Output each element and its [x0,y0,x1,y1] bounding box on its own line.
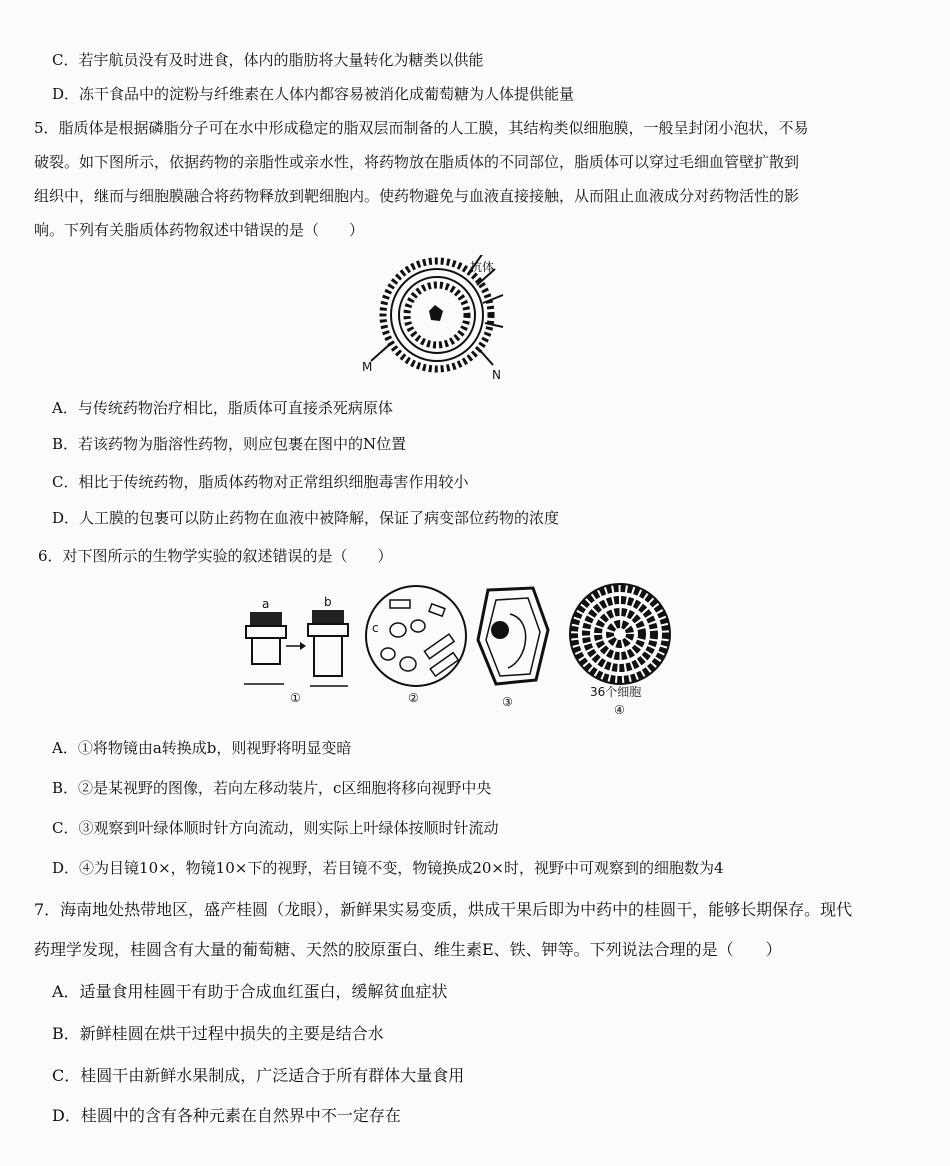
label-m: M [362,360,373,374]
q5-stem-line-1: 5．脂质体是根据磷脂分子可在水中形成稳定的脂双层而制备的人工膜，其结构类似细胞膜，一般呈封闭小泡状，不易 [34,119,809,137]
q7-option-c: C．桂圆干由新鲜水果制成，广泛适合于所有群体大量食用 [52,1066,465,1085]
q5-option-b: B．若该药物为脂溶性药物，则应包裹在图中的N位置 [52,435,407,453]
label-n: N [492,368,501,380]
q5-option-d: D．人工膜的包裹可以防止药物在血液中被降解，保证了病变部位药物的浓度 [52,509,560,527]
label-c: c [372,621,379,635]
q4-option-d: D．冻干食品中的淀粉与纤维素在人体内都容易被消化成葡萄糖为人体提供能量 [52,85,575,103]
q6-option-c: C．③观察到叶绿体顺时针方向流动，则实际上叶绿体按顺时针流动 [52,819,499,837]
lens-a-cap [250,612,282,626]
nucleus-icon [491,621,509,639]
q7-option-b: B．新鲜桂圆在烘干过程中损失的主要是结合水 [52,1024,384,1043]
panel-number-1: ① [290,691,301,705]
q5-option-c: C．相比于传统药物，脂质体药物对正常组织细胞毒害作用较小 [52,473,469,491]
q7-stem-line-2: 药理学发现，桂圆含有大量的葡萄糖、天然的胶原蛋白、维生素E、铁、钾等。下列说法合理的是（ ） [34,940,782,959]
q5-stem-line-3: 组织中，继而与细胞膜融合将药物释放到靶细胞内。使药物避免与血液直接接触，从而阻止血液成分对药物活性的影 [34,187,800,205]
q5-stem-line-4: 响。下列有关脂质体药物叙述中错误的是（ ） [34,221,365,239]
panel-2-field-of-view [366,586,466,705]
panel-3-plant-cell [478,588,548,709]
lens-b-cap [312,610,344,624]
q6-option-d: D．④为目镜10×，物镜10×下的视野，若目镜不变，物镜换成20×时，视野中可观察到的细胞数为4 [52,859,724,877]
svg-text:b: b [324,595,332,609]
q7-stem-line-1: 7．海南地处热带地区，盛产桂圆（龙眼），新鲜果实易变质，烘成干果后即为中药中的桂圆干，能够长期保存。现代 [34,900,853,919]
liposome-figure [360,255,530,380]
lens-b-body [314,636,342,676]
panel-number-3: ③ [502,695,513,709]
arrow-icon [300,642,306,650]
q5-stem-line-2: 破裂。如下图所示，依据药物的亲脂性或亲水性，将药物放在脂质体的不同部位，脂质体可以穿过毛细血管壁扩散到 [34,153,800,171]
q4-option-c: C．若宇航员没有及时进食，体内的脂肪将大量转化为糖类以供能 [52,51,484,69]
panel-1-objectives [244,595,348,705]
q5-option-a: A．与传统药物治疗相比，脂质体可直接杀死病原体 [52,399,393,417]
svg-text:a: a [262,597,270,611]
q6-option-a: A．①将物镜由a转换成b，则视野将明显变暗 [52,739,352,757]
panel-4-cells [570,584,670,717]
cells-36-label: 36个细胞 [590,685,642,699]
q7-option-d: D．桂圆中的含有各种元素在自然界中不一定存在 [52,1106,401,1125]
antibody-label: 抗体 [470,260,495,274]
q6-stem: 6．对下图所示的生物学实验的叙述错误的是（ ） [38,547,393,565]
microscope-figure [238,580,678,720]
q7-option-a: A．适量食用桂圆干有助于合成血红蛋白，缓解贫血症状 [52,982,448,1001]
panel-number-4: ④ [614,703,625,717]
panel-number-2: ② [408,691,419,705]
lens-a-body [252,638,280,664]
q6-option-b: B．②是某视野的图像，若向左移动装片，c区细胞将移向视野中央 [52,779,492,797]
